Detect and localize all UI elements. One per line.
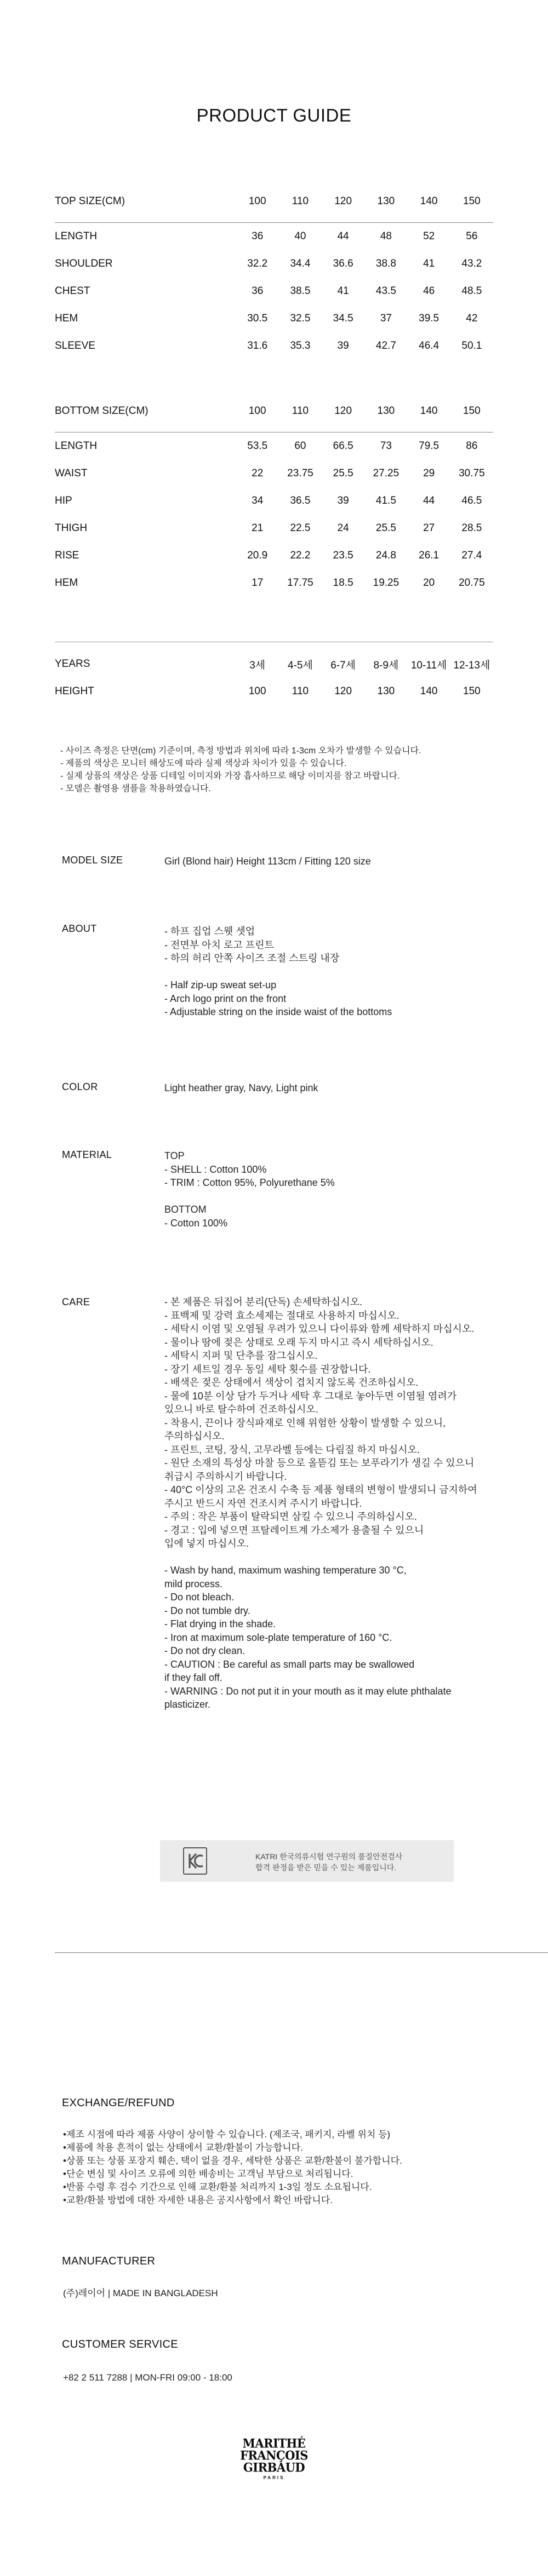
measure-value: 41 (423, 258, 435, 269)
measure-value: 3세 (249, 659, 266, 671)
care-line: - 장기 세트일 경우 동일 세탁 횟수를 권장합니다. (164, 1363, 371, 1375)
measure-value: 19.25 (373, 577, 399, 589)
model-size-text: Girl (Blond hair) Height 113cm / Fitting 120 size (164, 856, 371, 867)
manufacturer-text: (주)레이어 | MADE IN BANGLADESH (63, 2288, 218, 2298)
measure-value: 150 (463, 685, 481, 697)
measure-label: HIP (55, 495, 72, 506)
measure-value: 10-11세 (410, 659, 447, 671)
size-row (55, 650, 493, 678)
care-line: - 세탁시 이염 및 오염될 우려가 있으니 다이류와 함께 세탁하지 마십시오. (164, 1323, 475, 1334)
about-line: - 하프 집업 스웻 셋업 (164, 926, 255, 937)
age-height-table (55, 650, 493, 705)
measure-value: 22.2 (290, 550, 311, 561)
care-line: - 세탁시 지퍼 및 단추를 잠그십시오. (164, 1350, 318, 1361)
measure-value: 36.6 (333, 258, 353, 269)
measure-value: 20 (423, 577, 435, 589)
material-label: MATERIAL (62, 1149, 112, 1160)
measure-value: 32.2 (247, 258, 268, 269)
size-header-row (55, 181, 493, 223)
measure-value: 24.8 (375, 550, 396, 561)
measure-value: 42 (466, 313, 478, 324)
measure-value: 100 (248, 685, 266, 697)
measure-value: 34 (252, 495, 264, 506)
measure-value: 140 (420, 685, 438, 697)
measure-value: 38.8 (375, 258, 396, 269)
measure-value: 39 (337, 340, 349, 351)
measure-value: 48 (380, 230, 392, 242)
measure-value: 41.5 (375, 495, 396, 506)
size-notes (60, 745, 499, 795)
measure-value: 12-13세 (453, 659, 490, 671)
measure-value: 25.5 (375, 522, 396, 534)
size-header-cell: 110 (279, 181, 322, 223)
about-line (164, 965, 488, 979)
customer-service-label: CUSTOMER SERVICE (62, 2338, 178, 2350)
measure-label: THIGH (55, 522, 88, 534)
size-row (55, 305, 493, 332)
measure-value: 26.1 (419, 550, 439, 561)
kc-mark-icon (183, 1847, 207, 1875)
page-title: PRODUCT GUIDE (196, 105, 352, 125)
measure-label: WAIST (55, 468, 88, 479)
measure-label: HEIGHT (55, 685, 94, 697)
measure-value: 22 (252, 468, 264, 479)
care-line: - Wash by hand, maximum washing temperature 30 °C, (164, 1565, 407, 1576)
measure-value: 18.5 (333, 577, 353, 589)
measure-value: 110 (292, 685, 309, 697)
size-row (55, 250, 493, 278)
about-line: - 전면부 아치 로고 프린트 (164, 939, 274, 950)
exchange-refund-text (63, 2128, 501, 2207)
measure-value: 20.75 (459, 577, 485, 589)
care-line: 주시고 반드시 자연 건조시켜 주시기 바랍니다. (164, 1497, 362, 1509)
care-line: - Do not bleach. (164, 1592, 235, 1603)
measure-value: 32.5 (290, 313, 311, 324)
measure-value: 27.4 (461, 550, 482, 561)
measure-value: 27 (423, 522, 435, 534)
size-header-cell: 140 (408, 181, 450, 223)
measure-value: 50.1 (461, 340, 482, 351)
measure-value: 34.5 (333, 313, 353, 324)
size-row (55, 487, 493, 515)
care-line: - Iron at maximum sole-plate temperature of 160 °C. (164, 1632, 392, 1643)
measure-value: 41 (337, 285, 349, 297)
measure-value: 25.5 (333, 468, 353, 479)
measure-value: 29 (423, 468, 435, 479)
measure-value: 6-7세 (330, 659, 356, 671)
measure-value: 44 (337, 230, 349, 242)
measure-value: 21 (252, 522, 264, 534)
measure-value: 8-9세 (373, 659, 399, 671)
material-line: - Cotton 100% (164, 1217, 228, 1229)
material-text (164, 1149, 488, 1230)
exchange-line: •상품 또는 상품 포장지 훼손, 택이 없을 경우, 세탁한 상품은 교환/환불이 불가합니다. (63, 2156, 402, 2166)
care-line: - WARNING : Do not put it in your mouth as it may elute phthalate (164, 1685, 452, 1697)
care-line (164, 1551, 488, 1564)
measure-value: 36 (252, 230, 264, 242)
size-row (55, 460, 493, 487)
exchange-line: •교환/환불 방법에 대한 자세한 내용은 공지사항에서 확인 바랍니다. (63, 2195, 333, 2205)
measure-value: 23.5 (333, 550, 353, 561)
size-header-row (55, 390, 493, 433)
measure-value: 46 (423, 285, 435, 297)
size-row (55, 515, 493, 542)
size-row (55, 332, 493, 360)
measure-value: 130 (377, 685, 395, 697)
measure-value: 20.9 (247, 550, 268, 561)
measure-value: 36.5 (290, 495, 311, 506)
measure-value: 35.3 (290, 340, 311, 351)
about-line: - Adjustable string on the inside waist of the bottoms (164, 1006, 392, 1017)
about-line: - 하의 허리 안쪽 사이즈 조절 스트링 내장 (164, 953, 340, 964)
size-row (55, 278, 493, 305)
measure-label: LENGTH (55, 230, 98, 242)
measure-value: 40 (294, 230, 306, 242)
measure-value: 17.75 (287, 577, 313, 589)
color-label: COLOR (62, 1081, 98, 1092)
material-line (164, 1190, 488, 1203)
about-label: ABOUT (62, 923, 97, 934)
measure-value: 36 (252, 285, 264, 297)
care-line: 입에 넣지 마십시오. (164, 1538, 249, 1549)
size-header-cell: 140 (408, 390, 450, 433)
care-line: 취급시 주의하시기 바랍니다. (164, 1471, 287, 1482)
size-row (55, 542, 493, 569)
measure-label: HEM (55, 577, 78, 589)
measure-value: 79.5 (419, 440, 439, 452)
care-line: plasticizer. (164, 1699, 211, 1710)
exchange-refund-label: EXCHANGE/REFUND (62, 2097, 175, 2109)
care-line: - 물이나 땀에 젖은 상태로 오래 두지 마시고 즉시 세탁하십시오. (164, 1336, 433, 1348)
care-line: - Do not tumble dry. (164, 1605, 250, 1616)
size-header-label: BOTTOM SIZE(CM) (55, 390, 236, 433)
note-line: - 모델은 촬영용 샘플을 착용하였습니다. (60, 784, 211, 793)
care-line: - CAUTION : Be careful as small parts may be swallowed (164, 1658, 415, 1670)
care-label: CARE (62, 1296, 90, 1307)
kc-certification-box (160, 1840, 454, 1882)
exchange-line: •반품 수령 후 검수 기간으로 인해 교환/환불 처리까지 1-3일 정도 소요됩니다. (63, 2182, 372, 2192)
size-header-cell: 130 (364, 181, 407, 223)
measure-label: SHOULDER (55, 258, 113, 269)
manufacturer-label: MANUFACTURER (62, 2255, 156, 2267)
care-line: - 주의 : 작은 부품이 탈락되면 삼킬 수 있으니 주의하십시오. (164, 1511, 417, 1522)
measure-value: 38.5 (290, 285, 311, 297)
color-text: Light heather gray, Navy, Light pink (164, 1082, 318, 1093)
measure-label: YEARS (55, 658, 90, 670)
measure-value: 86 (466, 440, 478, 452)
size-row (55, 433, 493, 460)
measure-value: 56 (466, 230, 478, 242)
exchange-line: •제품에 착용 흔적이 없는 상태에서 교환/환불이 가능합니다. (63, 2142, 303, 2153)
material-line: - SHELL : Cotton 100% (164, 1163, 267, 1175)
care-line: 주의하십시오. (164, 1431, 225, 1442)
size-header-cell: 120 (322, 390, 364, 433)
material-line: TOP (164, 1150, 185, 1161)
size-header-cell: 100 (236, 390, 279, 433)
measure-value: 30.5 (247, 313, 268, 324)
measure-value: 60 (294, 440, 306, 452)
care-line: - Do not dry clean. (164, 1645, 246, 1656)
measure-value: 27.25 (373, 468, 399, 479)
care-line: - 배색은 젖은 상태에서 색상이 겹치지 않도록 건조하십시오. (164, 1377, 419, 1388)
size-row (55, 678, 493, 705)
measure-value: 17 (252, 577, 264, 589)
note-line: - 사이즈 측정은 단면(cm) 기준이며, 측정 방법과 위치에 따라 1-3cm 오차가 발생할 수 있습니다. (60, 746, 421, 756)
material-line: BOTTOM (164, 1204, 207, 1215)
size-header-cell: 100 (236, 181, 279, 223)
measure-value: 23.75 (287, 468, 313, 479)
size-header-cell: 130 (364, 390, 407, 433)
size-header-cell: 150 (450, 390, 493, 433)
about-text (164, 925, 488, 1019)
size-header-label: TOP SIZE(CM) (55, 181, 236, 223)
measure-value: 30.75 (459, 468, 485, 479)
exchange-line: •제조 시점에 따라 제품 사양이 상이할 수 있습니다. (제조국, 패키지, 라벨 위치 등) (63, 2129, 391, 2140)
care-line: - 경고 : 입에 넣으면 프탈레이트계 가소제가 용출될 수 있으니 (164, 1524, 424, 1536)
measure-value: 48.5 (461, 285, 482, 297)
measure-value: 39 (337, 495, 349, 506)
about-line: - Half zip-up sweat set-up (164, 979, 277, 990)
care-line: - 표백제 및 강력 효소세제는 절대로 사용하지 마십시오. (164, 1310, 399, 1321)
measure-value: 53.5 (247, 440, 268, 452)
care-line: - 본 제품은 뒤집어 분리(단독) 손세탁하십시오. (164, 1296, 362, 1307)
care-line: - 착용시, 끈이나 장식파재로 인해 위험한 상황이 발생할 수 있으니, (164, 1417, 446, 1428)
measure-value: 28.5 (461, 522, 482, 534)
note-line: - 실제 상품의 색상은 상품 디테일 이미지와 가장 흡사하므로 해당 이미지를 참고 바랍니다. (60, 771, 400, 781)
measure-label: SLEEVE (55, 340, 95, 351)
measure-label: LENGTH (55, 440, 98, 452)
measure-value: 39.5 (419, 313, 439, 324)
care-line: - 프린트, 코팅, 장식, 고무라벨 등에는 다림질 하지 마십시오. (164, 1444, 420, 1455)
care-line: if they fall off. (164, 1672, 222, 1683)
section-divider (55, 1952, 548, 1953)
size-header-cell: 150 (450, 181, 493, 223)
measure-label: HEM (55, 313, 78, 324)
top-size-table (55, 181, 493, 360)
measure-value: 52 (423, 230, 435, 242)
measure-value: 44 (423, 495, 435, 506)
measure-value: 73 (380, 440, 392, 452)
measure-value: 4-5세 (288, 659, 313, 671)
measure-value: 37 (380, 313, 392, 324)
bottom-size-table (55, 390, 493, 597)
material-line: - TRIM : Cotton 95%, Polyurethane 5% (164, 1177, 335, 1188)
exchange-line: •단순 변심 및 사이즈 오류에 의한 배송비는 고객님 부담으로 처리됩니다. (63, 2169, 353, 2179)
care-line: mild process. (164, 1578, 223, 1589)
measure-value: 31.6 (247, 340, 268, 351)
size-header-cell: 110 (279, 390, 322, 433)
model-size-label: MODEL SIZE (62, 855, 123, 866)
care-text (164, 1295, 488, 1711)
measure-value: 43.5 (375, 285, 396, 297)
measure-label: RISE (55, 550, 79, 561)
care-line: 있으니 바로 탈수하여 건조하십시오. (164, 1404, 318, 1415)
note-line: - 제품의 색상은 모니터 해상도에 따라 실제 색상과 차이가 있을 수 있습니다. (60, 759, 347, 768)
measure-value: 24 (337, 522, 349, 534)
measure-value: 43.2 (461, 258, 482, 269)
size-row (55, 223, 493, 251)
measure-label: CHEST (55, 285, 90, 297)
care-line: - 원단 소재의 특성상 마찰 등으로 올뜯김 또는 보푸라기가 생길 수 있으니 (164, 1457, 475, 1468)
measure-value: 46.5 (461, 495, 482, 506)
care-line: - Flat drying in the shade. (164, 1618, 276, 1629)
size-header-cell: 120 (322, 181, 364, 223)
size-row (55, 569, 493, 597)
kc-certification-text: KATRI 한국의류시험 연구원의 품질안전검사 합격 판정을 받은 믿을 수 있는 제품입니다. (255, 1852, 403, 1872)
measure-value: 34.4 (290, 258, 311, 269)
measure-value: 46.4 (419, 340, 439, 351)
care-line: - 물에 10분 이상 담가 두거나 세탁 후 그대로 놓아두면 이염될 염려가 (164, 1390, 457, 1402)
measure-value: 120 (334, 685, 352, 697)
measure-value: 66.5 (333, 440, 353, 452)
measure-value: 42.7 (375, 340, 396, 351)
about-line: - Arch logo print on the front (164, 993, 287, 1004)
care-line: - 40°C 이상의 고온 건조시 수축 등 제품 형태의 변형이 발생되니 금지하여 (164, 1484, 477, 1495)
brand-logo: MARITHÉ FRANÇOIS GIRBAUD PARIS (240, 2436, 308, 2480)
measure-value: 22.5 (290, 522, 311, 534)
customer-service-text: +82 2 511 7288 | MON-FRI 09:00 - 18:00 (63, 2372, 232, 2383)
